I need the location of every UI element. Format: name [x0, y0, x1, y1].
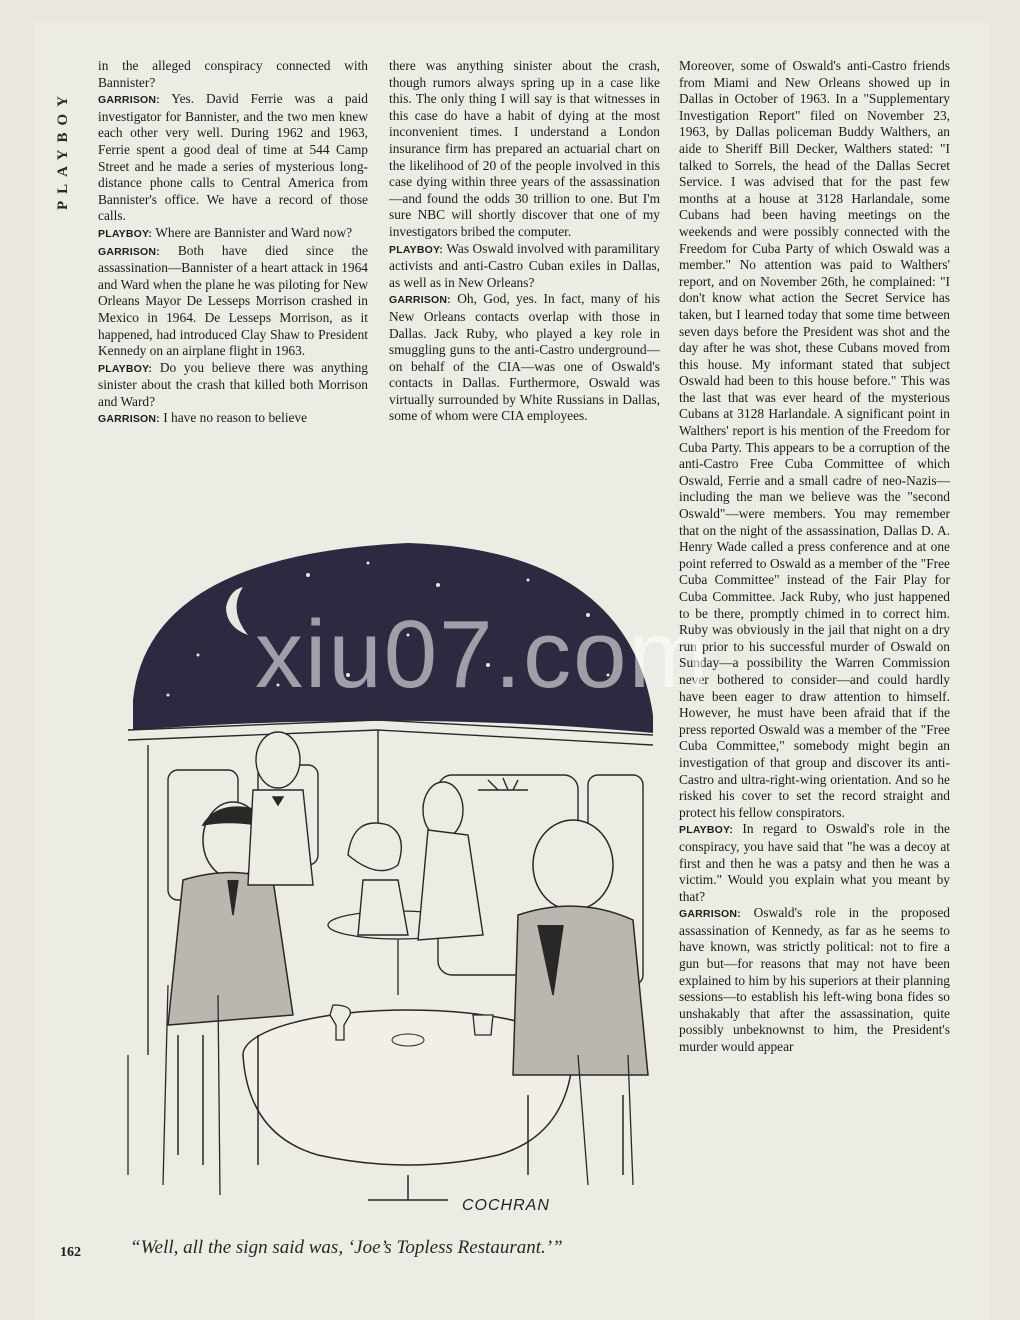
paragraph — [389, 241, 660, 292]
waiter-with-tray — [418, 778, 528, 940]
paragraph-text: Oswald's role in the proposed assassination of Kennedy, as far as he seems to have known, was strictly political: not to fire a gun but—for reasons that may not have been explained to him by his superiors at their planning sessions—to establish his left-wing bona fides so unshakably that after the assassination, quite possibly unbeknownst to him, the President's murder would appear — [679, 905, 950, 1055]
paragraph — [389, 291, 660, 425]
paragraph-text: Moreover, some of Oswald's anti-Castro friends from Miami and New Orleans showed up in Dallas in October of 1963. In a "Supplementary Investigation Report" filed on November 23, 1963, by Dallas policeman Buddy Walthers, an aide to Sheriff Bill Decker, Walthers stated: "I talked to Sorrels, the head of the Dallas Secret Service. I was advised that for the past few months at a house at 3128 Harlandale, some Cubans had been having meetings on the weekends and were possibly connected with the Freedom for Cuba Party of which Oswald was a member." No attention was paid to Walthers' report, and on November 26th, he complained: "I don't know what action the Secret Service has taken, but I learned today that some time between seven days before the President was shot and the day after he was shot, these Cubans moved from this house. My informant stated that subject Oswald had been to this house before." This was the last that was ever heard of the mysterious Cubans at 3128 Harlandale. A significant point in Walthers' report is his mention of the Freedom for Cuba Party. This appears to be a corruption of the anti-Castro Free Cuba Committee of which Oswald, Ferrie and a small cadre of neo-Nazis—including the man we believe was the "second Oswald"—were members. You may remember that on the night of the assassination, Dallas D. A. Henry Wade called a press conference and at one point referred to Oswald as a member of the "Free Cuba Committee" instead of the Fair Play for Cuba Committee. Jack Ruby, who just happened to be there, promptly chimed in to correct him. Ruby was obviously in the jail that night on a dry run prior to his successful murder of Oswald on Sunday—a possibility the Warren Commission never bothered to consider—and could hardly have been eager to draw attention to himself. However, he must have been afraid that if the press reported Oswald was a member of the "Free Cuba Committee," somebody might begin an investigation of that group and discover its anti-Castro and ultra-right-wing orientation. And so he risked his cover to set the record straight and protect his fellow conspirators. — [679, 58, 950, 820]
speaker-label: GARRISON: — [98, 245, 160, 258]
paragraph-text: I have no reason to believe — [159, 410, 308, 426]
speaker-label: PLAYBOY: — [679, 824, 734, 837]
paragraph-text: there was anything sinister about the crash, though rumors always spring up in a case like this. The only thing I will say is that witnesses in this case do have a habit of dying at the most inconvenient times. I understand a London insurance firm has prepared an actuarial chart on the likelihood of 20 of the people involved in this case dying within three years of the assassination—and found the odds 30 trillion to one. But I'm sure NBC will shortly discover that one of my investigators bribed the computer. — [389, 58, 660, 239]
speaker-label: PLAYBOY: — [389, 243, 444, 256]
paragraph — [679, 821, 950, 905]
paragraph — [389, 58, 660, 241]
text-column-1 — [98, 58, 368, 428]
paragraph — [98, 410, 368, 428]
page-number: 162 — [60, 1245, 81, 1260]
paragraph — [98, 243, 368, 360]
speaker-label: GARRISON: — [679, 908, 741, 921]
paragraph-text: In regard to Oswald's role in the conspiracy, you have said that "he was a decoy at first and then he was a patsy and then he was a victim." Would you explain what you meant by that? — [679, 821, 950, 904]
text-column-2 — [389, 58, 660, 425]
cartoon-caption: “Well, all the sign said was, ‘Joe’s Topless Restaurant.’” — [130, 1237, 563, 1258]
waiter — [248, 732, 313, 885]
speaker-label: PLAYBOY: — [98, 227, 153, 240]
paragraph-text: Both have died since the assassination—Bannister of a heart attack in 1964 and Ward when the plane he was piloting for New Orleans Mayor De Lesseps Morrison crashed in Mexico in 1964. De Lesseps Morrison, as it happened, had introduced Clay Shaw to President Kennedy on an airplane flight in 1963. — [98, 242, 368, 359]
paragraph-text: Where are Bannister and Ward now? — [152, 224, 353, 240]
paragraph — [679, 58, 950, 821]
paragraph — [679, 905, 950, 1055]
paragraph — [98, 91, 368, 225]
text-column-3 — [679, 58, 950, 1056]
speaker-label: PLAYBOY: — [98, 362, 153, 375]
speaker-label: GARRISON: — [389, 294, 451, 307]
paragraph — [98, 360, 368, 411]
speaker-label: GARRISON: — [98, 94, 160, 107]
woman — [348, 823, 408, 935]
paragraph-text: Was Oswald involved with paramilitary activists and anti-Castro Cuban exiles in Dallas, as well as in New Orleans? — [389, 240, 660, 290]
watermark: xiu07.com — [255, 601, 711, 708]
paragraph-text: Do you believe there was anything sinister about the crash that killed both Morrison and Ward? — [98, 359, 368, 409]
cartoonist-signature: COCHRAN — [462, 1197, 550, 1214]
paragraph — [98, 58, 368, 91]
paragraph-text: Oh, God, yes. In fact, many of his New Orleans contacts overlap with those in Dallas. Jack Ruby, who played a key role in smuggling guns to the anti-Castro underground—on behalf of the CIA—was one of Oswald's contacts in Dallas. Furthermore, Oswald was virtually surrounded by White Russians in Dallas, some of whom were CIA employees. — [389, 291, 660, 424]
running-head: PLAYBOY — [55, 89, 71, 210]
speaker-label: GARRISON: — [98, 413, 160, 426]
night-sky — [133, 543, 653, 733]
paragraph — [98, 225, 368, 243]
cartoon-illustration — [108, 535, 660, 1220]
paragraph-text: in the alleged conspiracy connected with Bannister? — [98, 58, 368, 90]
paragraph-text: Yes. David Ferrie was a paid investigator for Bannister, and the two men knew each other very well. During 1962 and 1963, Ferrie spent a good deal of time at 544 Camp Street and he made a series of mysterious long-distance phone calls to Central America from Bannister's office. We have a record of those calls. — [98, 91, 368, 224]
